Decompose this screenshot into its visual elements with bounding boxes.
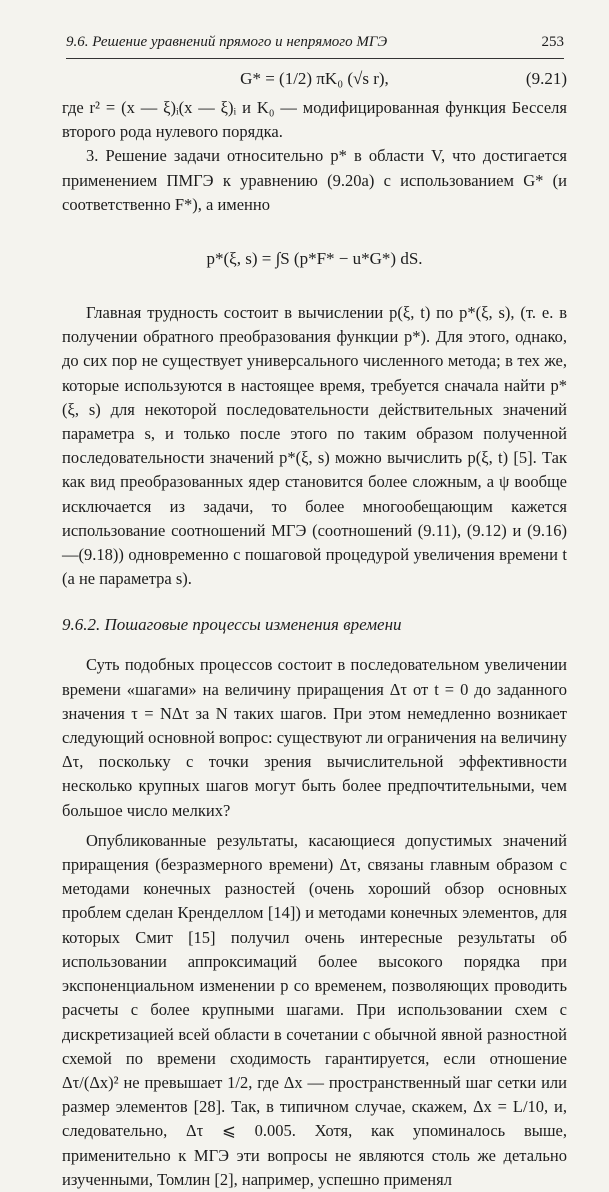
equation-9-21 [62,62,567,96]
running-title: 9.6. Решение уравнений прямого и непрямого МГЭ [66,34,388,50]
paragraph-bessel: где r² = (x — ξ)ᵢ(x — ξ)ᵢ и K₀ — модифицированная функция Бесселя второго рода нулевого порядка. [62,98,567,142]
equation-9-21-expression: G* = (1/2) πK₀ (√s r), [240,69,389,88]
page-number: 253 [541,34,564,50]
header-rule [66,58,564,59]
paragraph-step-3: 3. Решение задачи относительно p* в области V, что достигается применением ПМГЭ к уравнению (9.20a) с использованием G* (и соответственно F*), а именно [62,146,567,214]
equation-9-21-number: (9.21) [525,69,567,88]
paragraph-published-results: Опубликованные результаты, касающиеся допустимых значений приращения (безразмерного времени) Δτ, связаны главным образом с методами конечных разностей (очень хороший обзор основных проблем сделан Кренделлом [14]) и методами конечных элементов, для которых Смит [15] получил очень интересные результаты об использовании аппроксимаций более высокого порядка при экспоненциальном изменении p со временем, позволяющих проводить расчеты с более крупными шагами. При использовании схем с дискретизацией всей области в сочетании с обычной явной разностной схемой по времени сходимость гарантируется, если отношение Δτ/(Δx)² не превышает 1/2, где Δx — пространственный шаг сетки или размер элементов [28]. Так, в типичном случае, скажем, Δx = L/10, и, следовательно, Δτ ⩽ 0.005. Хотя, как упоминалось выше, применительно к МГЭ эти вопросы не являются столь же детально изученными, Томлин [2], например, успешно применял [62,830,567,1189]
equation-p-star-expression: p*(ξ, s) = ∫S (p*F* − u*G*) dS. [206,249,423,269]
paragraph-main-difficulty: Главная трудность состоит в вычислении p(ξ, t) по p*(ξ, s), (т. е. в получении обратного преобразования функции p*). Для этого, однако, до сих пор не существует универсального численного метода; в тех же, которые используются в настоящее время, требуется сначала найти p*(ξ, s) для некоторой последовательности действительных значений параметра s, и только после этого по таким образом полученной последовательности значений p*(ξ, s) можно вычислить p(ξ, t) [5]. Так как вид преобразованных ядер становится более сложным, а ψ вообще исключается из задачи, то более многообещающим кажется использование соотношений МГЭ (соотношений (9.11), (9.12) и (9.16)—(9.18)) одновременно с пошаговой процедурой увеличения времени t (а не параметра s). [62,303,567,589]
page-header [66,34,564,51]
equation-p-star [62,217,567,301]
page-body [62,62,567,1192]
section-heading: 9.6.2. Пошаговые процессы изменения времени [62,615,402,635]
paragraph-time-steps: Суть подобных процессов состоит в последовательном увеличении времени «шагами» на величину приращения Δτ от t = 0 до заданного значения τ = NΔτ за N таких шагов. При этом немедленно возникает следующий основной вопрос: существуют ли ограничения на величину Δτ, поскольку с точки зрения вычислительной эффективности несколько крупных шагов могут быть более предпочтительными, чем большое число мелких? [62,655,567,820]
